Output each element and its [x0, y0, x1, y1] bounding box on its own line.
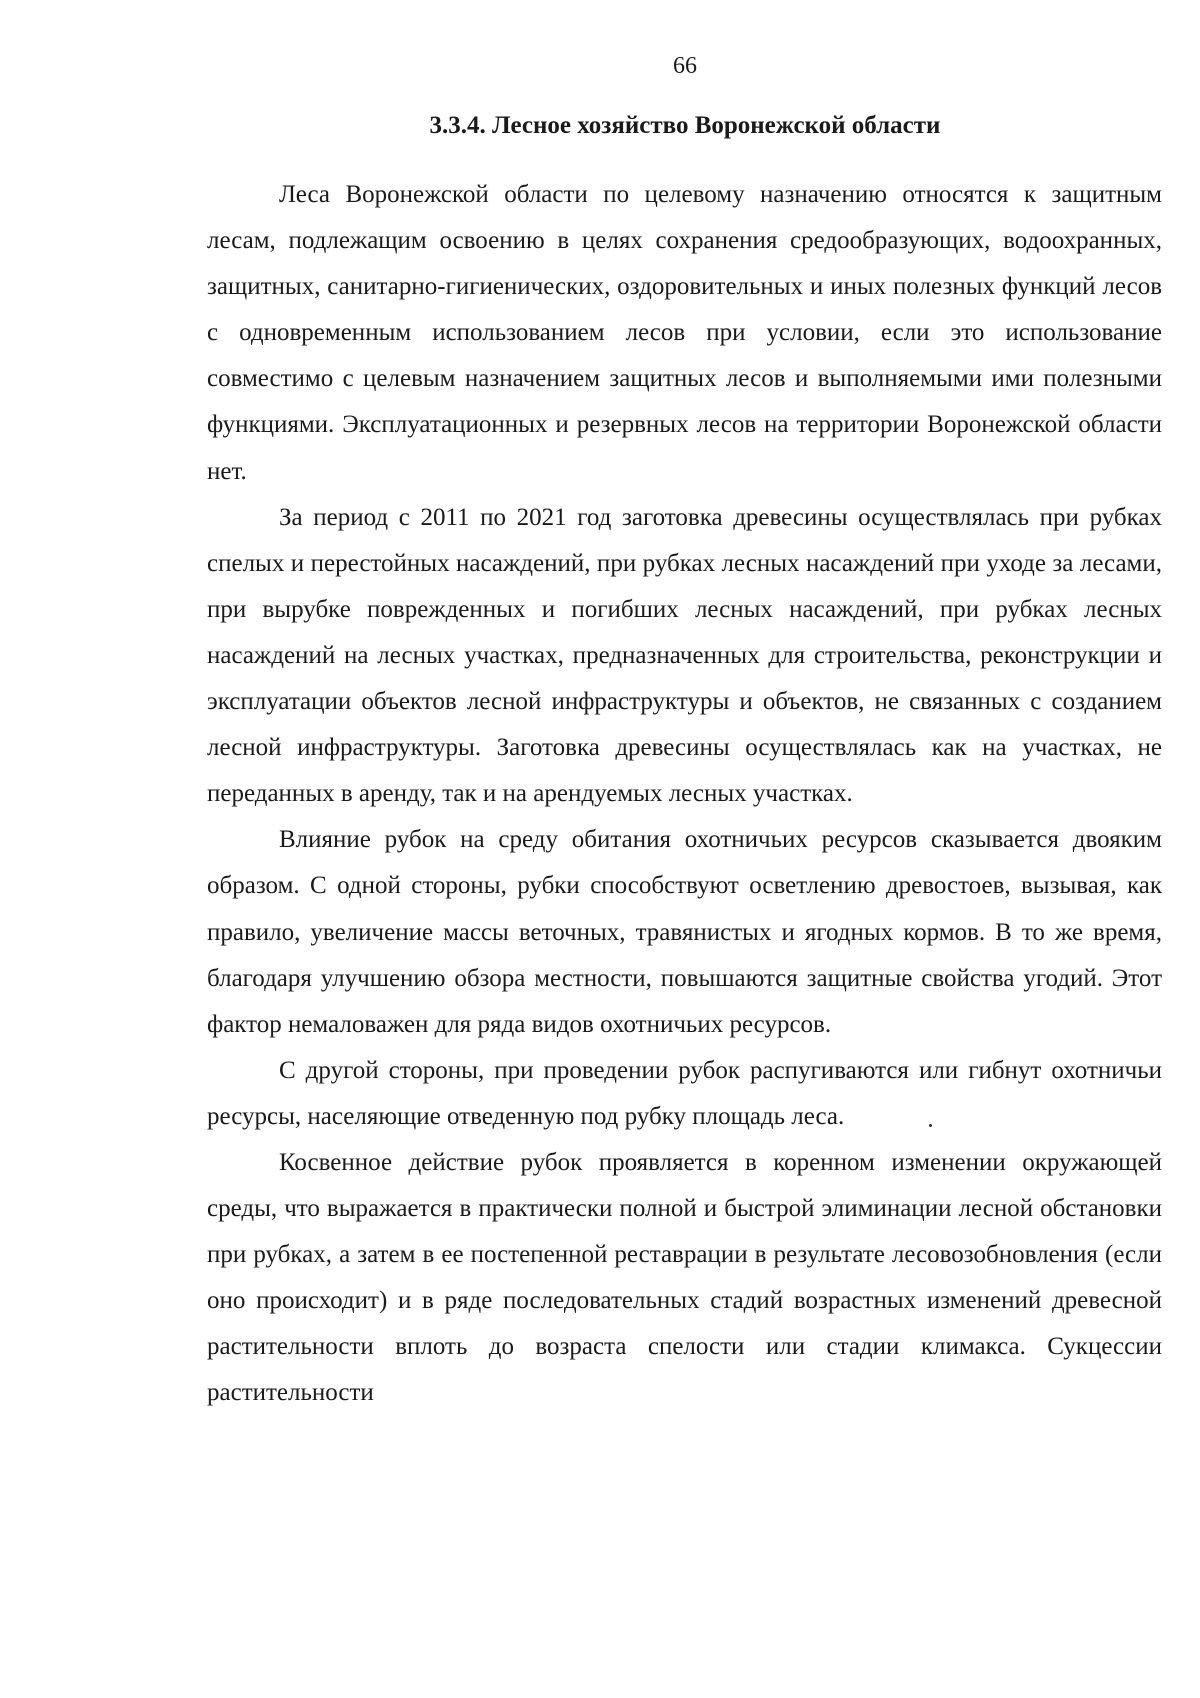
scan-speck: [929, 1124, 932, 1127]
section-heading: 3.3.4. Лесное хозяйство Воронежской области: [429, 112, 941, 139]
paragraph: За период с 2011 по 2021 год заготовка древесины осуществлялась при рубках спелых и перестойных насаждений, при рубках лесных насаждений при уходе за лесами, при вырубке поврежденных и погибших лесных насаждений, при рубках лесных насаждений на лесных участках, предназначенных для строительства, реконструкции и эксплуатации объектов лесной инфраструктуры и объектов, не связанных с созданием лесной инфраструктуры. Заготовка древесины осуществлялась как на участках, не переданных в аренду, так и на арендуемых лесных участках.: [207, 503, 1162, 808]
paragraph: С другой стороны, при проведении рубок распугиваются или гибнут охотничьи ресурсы, населяющие отведенную под рубку площадь леса.: [207, 1056, 1162, 1130]
body-text: [207, 172, 1162, 1417]
paragraph: Косвенное действие рубок проявляется в коренном изменении окружающей среды, что выражается в практически полной и быстрой элиминации лесной обстановки при рубках, а затем в ее постепенной реставрации в результате лесовозобновления (если оно происходит) и в ряде последовательных стадий возрастных изменений древесной растительности вплоть до возраста спелости или стадии климакса. Сукцессии растительности: [207, 1148, 1162, 1407]
paragraph: Леса Воронежской области по целевому назначению относятся к защитным лесам, подлежащим освоению в целях сохранения средообразующих, водоохранных, защитных, санитарно-гигиенических, оздоровительных и иных полезных функций лесов с одновременным использованием лесов при условии, если это использование совместимо с целевым назначением защитных лесов и выполняемыми ими полезными функциями. Эксплуатационных и резервных лесов на территории Воронежской области нет.: [207, 181, 1162, 485]
page-number: 66: [673, 53, 697, 79]
paragraph: Влияние рубок на среду обитания охотничьих ресурсов сказывается двояким образом. С одной стороны, рубки способствуют осветлению древостоев, вызывая, как правило, увеличение массы веточных, травянистых и ягодных кормов. В то же время, благодаря улучшению обзора местности, повышаются защитные свойства угодий. Этот фактор немаловажен для ряда видов охотничьих ресурсов.: [207, 826, 1162, 1038]
